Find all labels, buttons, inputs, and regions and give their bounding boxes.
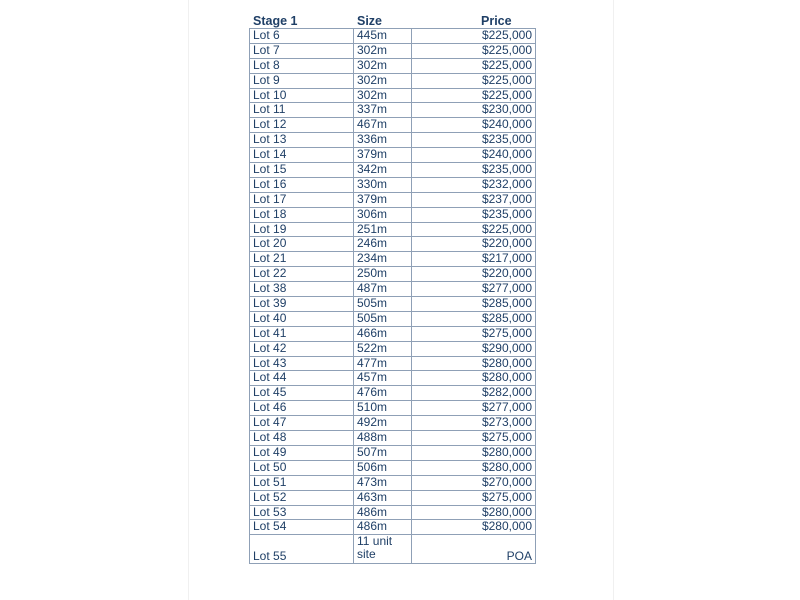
table-row — [250, 326, 536, 341]
cell-size: 302m — [354, 43, 412, 58]
cell-lot: Lot 6 — [250, 29, 354, 44]
cell-price: $290,000 — [412, 341, 536, 356]
cell-size: 467m — [354, 118, 412, 133]
lot-price-table — [249, 28, 536, 564]
cell-price: $240,000 — [412, 118, 536, 133]
table-row — [250, 445, 536, 460]
cell-size: 510m — [354, 401, 412, 416]
cell-price: $220,000 — [412, 237, 536, 252]
cell-size: 302m — [354, 73, 412, 88]
cell-lot: Lot 21 — [250, 252, 354, 267]
table-row — [250, 163, 536, 178]
cell-size: 250m — [354, 267, 412, 282]
table-row — [250, 29, 536, 44]
cell-size: 463m — [354, 490, 412, 505]
cell-lot: Lot 13 — [250, 133, 354, 148]
table-row — [250, 475, 536, 490]
cell-price: $225,000 — [412, 88, 536, 103]
cell-price: $285,000 — [412, 297, 536, 312]
cell-price: $217,000 — [412, 252, 536, 267]
table-row — [250, 520, 536, 535]
cell-size: 466m — [354, 326, 412, 341]
cell-lot: Lot 19 — [250, 222, 354, 237]
cell-price: $275,000 — [412, 431, 536, 446]
cell-size: 302m — [354, 88, 412, 103]
table-row — [250, 282, 536, 297]
cell-size: 457m — [354, 371, 412, 386]
table-row — [250, 73, 536, 88]
cell-lot: Lot 43 — [250, 356, 354, 371]
table-row — [250, 88, 536, 103]
cell-price: $275,000 — [412, 490, 536, 505]
cell-lot: Lot 22 — [250, 267, 354, 282]
cell-lot: Lot 16 — [250, 177, 354, 192]
cell-size: 379m — [354, 148, 412, 163]
cell-price: $280,000 — [412, 520, 536, 535]
cell-lot: Lot 40 — [250, 311, 354, 326]
cell-price: $232,000 — [412, 177, 536, 192]
cell-lot: Lot 46 — [250, 401, 354, 416]
cell-size: 505m — [354, 297, 412, 312]
cell-size: 445m — [354, 29, 412, 44]
cell-size: 486m — [354, 520, 412, 535]
cell-price: $280,000 — [412, 505, 536, 520]
cell-size: 507m — [354, 445, 412, 460]
table-row — [250, 371, 536, 386]
cell-lot: Lot 8 — [250, 58, 354, 73]
table-row — [250, 416, 536, 431]
cell-lot: Lot 51 — [250, 475, 354, 490]
cell-size: 492m — [354, 416, 412, 431]
cell-size: 234m — [354, 252, 412, 267]
header-stage: Stage 1 — [253, 14, 298, 28]
cell-lot: Lot 48 — [250, 431, 354, 446]
cell-lot: Lot 7 — [250, 43, 354, 58]
header-size: Size — [357, 14, 383, 28]
cell-lot: Lot 50 — [250, 460, 354, 475]
cell-price: $280,000 — [412, 460, 536, 475]
cell-lot: Lot 12 — [250, 118, 354, 133]
cell-price: $235,000 — [412, 133, 536, 148]
table-row — [250, 58, 536, 73]
cell-price: $230,000 — [412, 103, 536, 118]
cell-lot: Lot 53 — [250, 505, 354, 520]
table-row — [250, 356, 536, 371]
cell-lot: Lot 9 — [250, 73, 354, 88]
cell-size: 487m — [354, 282, 412, 297]
cell-lot: Lot 38 — [250, 282, 354, 297]
cell-lot: Lot 14 — [250, 148, 354, 163]
cell-size: 476m — [354, 386, 412, 401]
cell-price: $225,000 — [412, 58, 536, 73]
cell-lot: Lot 52 — [250, 490, 354, 505]
table-row — [250, 401, 536, 416]
cell-lot: Lot 44 — [250, 371, 354, 386]
table-row — [250, 118, 536, 133]
table-row — [250, 267, 536, 282]
cell-size: 506m — [354, 460, 412, 475]
table-header — [249, 14, 535, 28]
cell-lot: Lot 47 — [250, 416, 354, 431]
cell-lot: Lot 10 — [250, 88, 354, 103]
header-price: Price — [481, 14, 512, 28]
cell-price: $280,000 — [412, 445, 536, 460]
table-row — [250, 207, 536, 222]
cell-price: $240,000 — [412, 148, 536, 163]
cell-price: $280,000 — [412, 371, 536, 386]
cell-size: 306m — [354, 207, 412, 222]
table-row — [250, 311, 536, 326]
table-row — [250, 177, 536, 192]
table-row — [250, 103, 536, 118]
cell-lot: Lot 17 — [250, 192, 354, 207]
cell-lot: Lot 45 — [250, 386, 354, 401]
cell-size: 302m — [354, 58, 412, 73]
cell-size: 477m — [354, 356, 412, 371]
cell-price: $225,000 — [412, 73, 536, 88]
lot-rows — [250, 29, 536, 564]
cell-price: $225,000 — [412, 29, 536, 44]
cell-lot: Lot 18 — [250, 207, 354, 222]
cell-size: 342m — [354, 163, 412, 178]
cell-lot: Lot 20 — [250, 237, 354, 252]
cell-price: $277,000 — [412, 282, 536, 297]
cell-size: 473m — [354, 475, 412, 490]
cell-price: $273,000 — [412, 416, 536, 431]
cell-price: $220,000 — [412, 267, 536, 282]
table-row — [250, 490, 536, 505]
cell-price: $280,000 — [412, 356, 536, 371]
cell-price: $225,000 — [412, 43, 536, 58]
table-row — [250, 252, 536, 267]
table-row — [250, 222, 536, 237]
cell-lot: Lot 39 — [250, 297, 354, 312]
cell-price: $277,000 — [412, 401, 536, 416]
table-row — [250, 297, 536, 312]
cell-price: $237,000 — [412, 192, 536, 207]
table-row — [250, 431, 536, 446]
table-row — [250, 535, 536, 564]
table-row — [250, 148, 536, 163]
cell-price: $285,000 — [412, 311, 536, 326]
cell-price: $275,000 — [412, 326, 536, 341]
cell-price: POA — [412, 535, 536, 564]
cell-size: 379m — [354, 192, 412, 207]
table-row — [250, 505, 536, 520]
cell-size: 330m — [354, 177, 412, 192]
cell-size: 251m — [354, 222, 412, 237]
table-row — [250, 237, 536, 252]
cell-lot: Lot 11 — [250, 103, 354, 118]
table-row — [250, 192, 536, 207]
cell-lot: Lot 49 — [250, 445, 354, 460]
cell-price: $235,000 — [412, 163, 536, 178]
cell-size: 246m — [354, 237, 412, 252]
cell-lot: Lot 41 — [250, 326, 354, 341]
cell-lot: Lot 54 — [250, 520, 354, 535]
cell-size: 488m — [354, 431, 412, 446]
cell-price: $270,000 — [412, 475, 536, 490]
table-row — [250, 133, 536, 148]
cell-price: $282,000 — [412, 386, 536, 401]
table-row — [250, 341, 536, 356]
table-row — [250, 386, 536, 401]
cell-price: $225,000 — [412, 222, 536, 237]
cell-size: 11 unit site — [354, 535, 412, 564]
cell-size: 336m — [354, 133, 412, 148]
cell-size: 505m — [354, 311, 412, 326]
table-row — [250, 460, 536, 475]
cell-size: 337m — [354, 103, 412, 118]
cell-size: 486m — [354, 505, 412, 520]
cell-lot: Lot 15 — [250, 163, 354, 178]
cell-price: $235,000 — [412, 207, 536, 222]
table-row — [250, 43, 536, 58]
cell-lot: Lot 55 — [250, 535, 354, 564]
cell-lot: Lot 42 — [250, 341, 354, 356]
cell-size: 522m — [354, 341, 412, 356]
